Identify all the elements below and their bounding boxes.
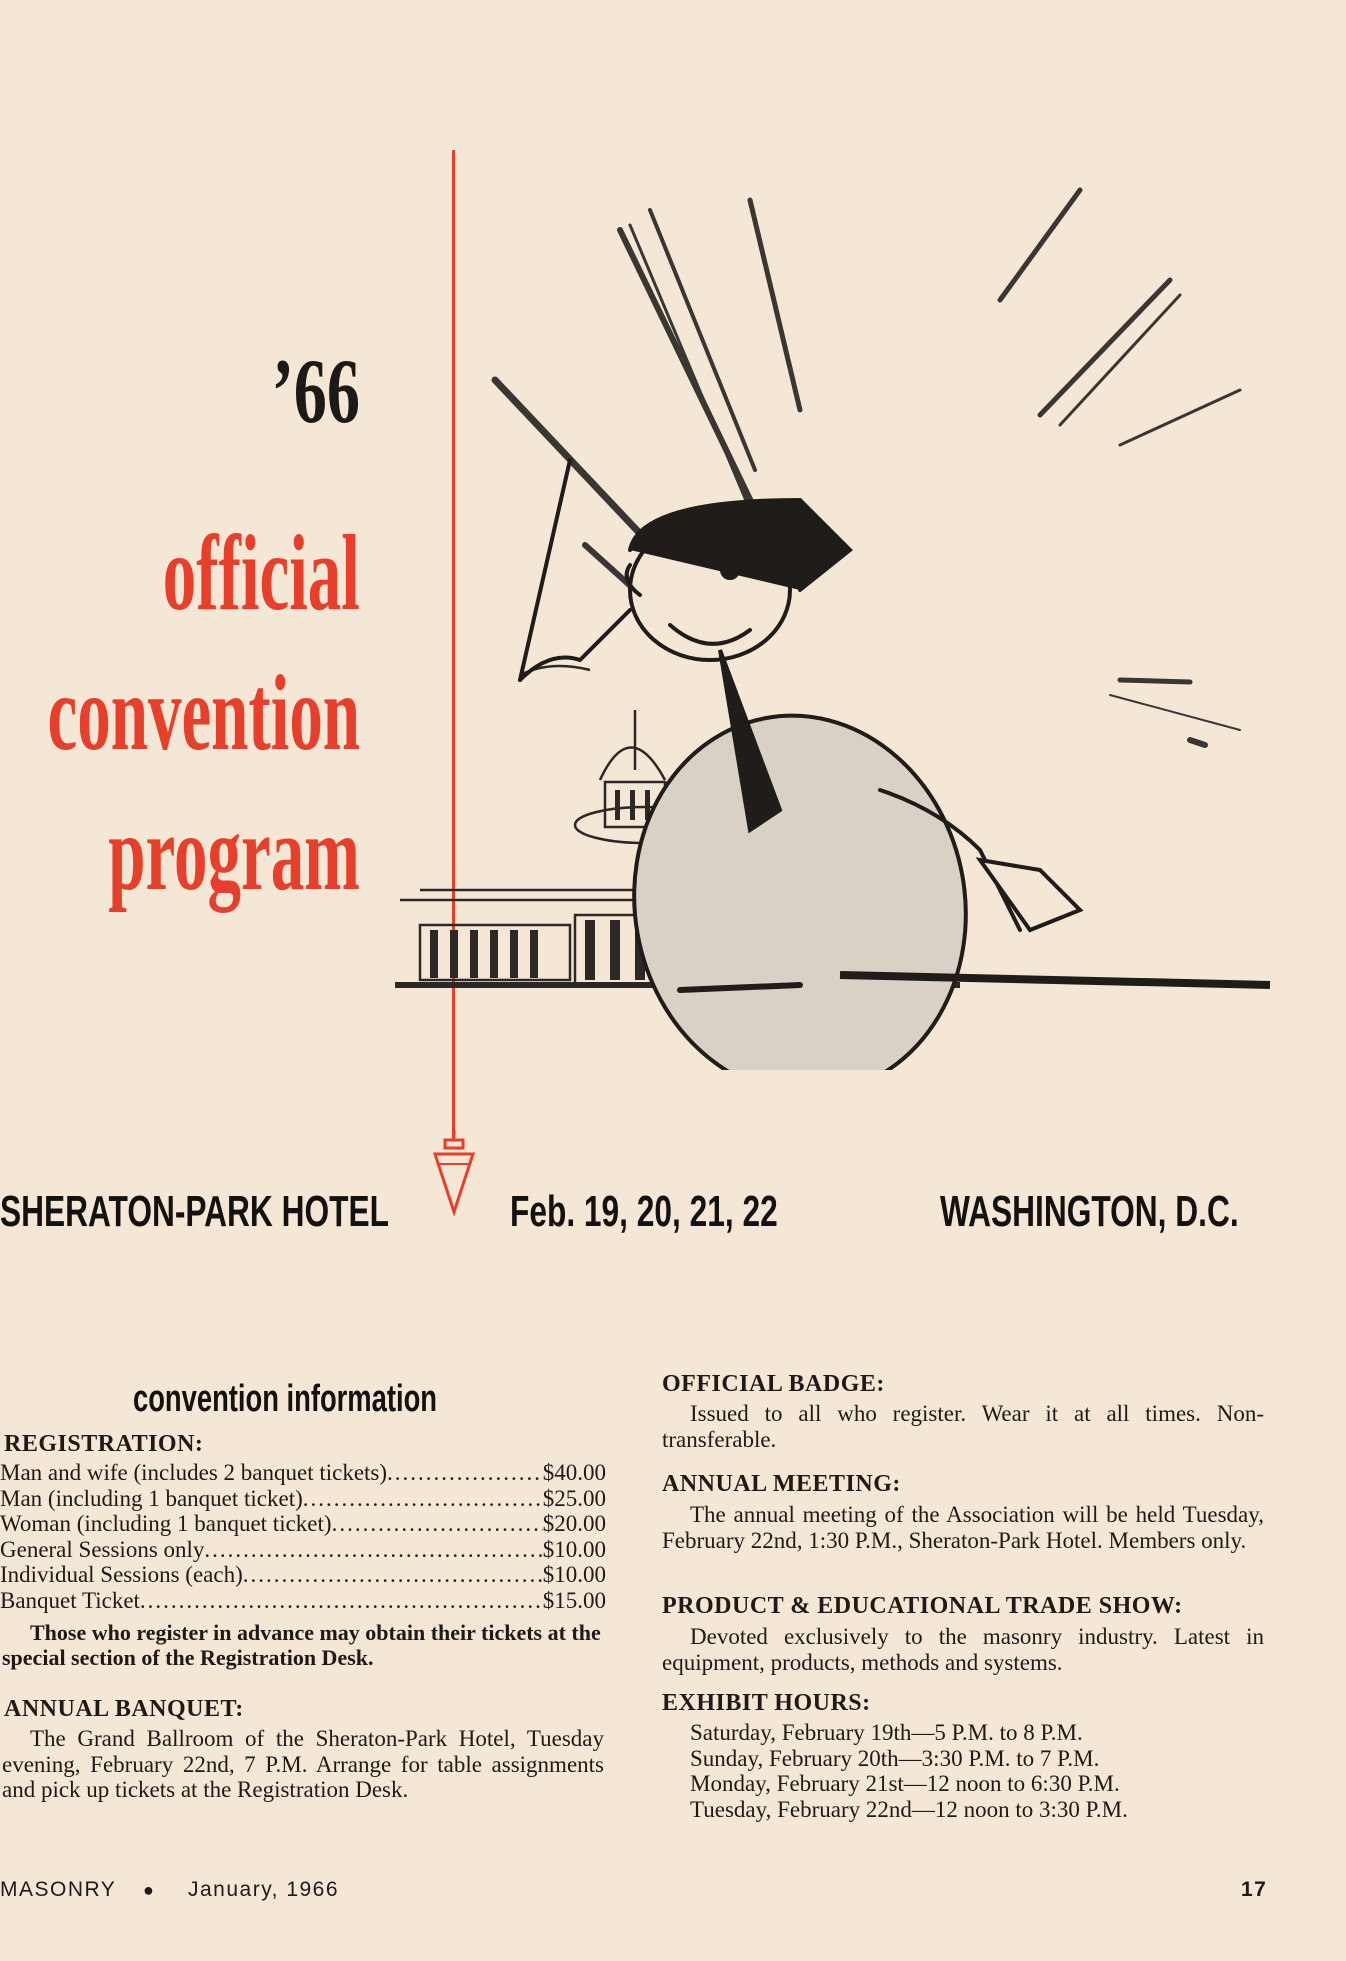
meeting-heading: ANNUAL MEETING: bbox=[662, 1471, 901, 1497]
meeting-text: The annual meeting of the Association will be held Tuesday, February 22nd, 1:30 P.M., Sheraton-Park Hotel. Members only. bbox=[662, 1502, 1264, 1553]
tradeshow-heading: PRODUCT & EDUCATIONAL TRADE SHOW: bbox=[662, 1593, 1183, 1619]
fee-amount: $25.00 bbox=[542, 1485, 606, 1511]
mascot-illustration bbox=[380, 170, 1280, 1070]
fee-list bbox=[0, 1460, 606, 1613]
fee-amount: $10.00 bbox=[542, 1562, 606, 1587]
footer-magazine: MASONRY bbox=[0, 1878, 117, 1901]
fee-label: General Sessions only bbox=[0, 1536, 205, 1562]
event-city: WASHINGTON, D.C. bbox=[940, 1187, 1239, 1236]
tradeshow-text: Devoted exclusively to the masonry industry. Latest in equipment, products, methods and systems. bbox=[662, 1624, 1264, 1675]
footer-date: January, 1966 bbox=[188, 1878, 340, 1901]
fee-row bbox=[0, 1537, 606, 1563]
fee-label: Banquet Ticket bbox=[0, 1587, 140, 1613]
banquet-heading: ANNUAL BANQUET: bbox=[4, 1696, 244, 1722]
hotel-name: SHERATON-PARK HOTEL bbox=[0, 1187, 389, 1236]
exhibit-hours-item: Sunday, February 20th—3:30 P.M. to 7 P.M. bbox=[690, 1745, 1100, 1771]
title-official: official bbox=[162, 514, 360, 633]
fee-label: Woman (including 1 banquet ticket) bbox=[0, 1511, 332, 1536]
fee-amount: $15.00 bbox=[542, 1587, 606, 1613]
plumb-bob-icon bbox=[425, 1128, 483, 1218]
badge-text: Issued to all who register. Wear it at all times. Non-transferable. bbox=[662, 1401, 1264, 1452]
exhibit-hours-item: Tuesday, February 22nd—12 noon to 3:30 P.M. bbox=[690, 1796, 1128, 1822]
fee-row bbox=[0, 1486, 606, 1512]
page-number: 17 bbox=[1241, 1878, 1268, 1901]
fee-label: Man (including 1 banquet ticket) bbox=[0, 1485, 303, 1511]
convention-info-heading: convention information bbox=[133, 1378, 437, 1420]
badge-heading: OFFICIAL BADGE: bbox=[662, 1371, 885, 1397]
exhibit-hours-list bbox=[690, 1720, 1270, 1822]
fee-row bbox=[0, 1511, 606, 1537]
fee-row bbox=[0, 1562, 606, 1588]
fee-label: Man and wife (includes 2 banquet tickets) bbox=[0, 1460, 388, 1485]
footer-bullet: ● bbox=[143, 1880, 156, 1900]
title-program: program bbox=[108, 794, 360, 913]
title-convention: convention bbox=[47, 654, 360, 773]
fee-amount: $20.00 bbox=[542, 1511, 606, 1536]
fee-row bbox=[0, 1588, 606, 1614]
event-dates: Feb. 19, 20, 21, 22 bbox=[510, 1187, 778, 1236]
registration-heading: REGISTRATION: bbox=[4, 1431, 204, 1457]
fee-amount: $40.00 bbox=[542, 1460, 606, 1485]
fee-amount: $10.00 bbox=[542, 1536, 606, 1562]
exhibit-hours-item: Saturday, February 19th—5 P.M. to 8 P.M. bbox=[690, 1720, 1083, 1745]
advance-registration-note: Those who register in advance may obtain their tickets at the special section of the Registration Desk. bbox=[2, 1620, 601, 1670]
exhibit-heading: EXHIBIT HOURS: bbox=[662, 1690, 871, 1716]
fee-label: Individual Sessions (each) bbox=[0, 1562, 243, 1587]
fee-row bbox=[0, 1460, 606, 1486]
year-mark: ’66 bbox=[271, 340, 360, 442]
exhibit-hours-item: Monday, February 21st—12 noon to 6:30 P.M. bbox=[690, 1771, 1120, 1796]
banquet-text: The Grand Ballroom of the Sheraton-Park Hotel, Tuesday evening, February 22nd, 7 P.M. Arrange for table assignments and pick up tickets at the Registration Desk. bbox=[2, 1726, 604, 1802]
